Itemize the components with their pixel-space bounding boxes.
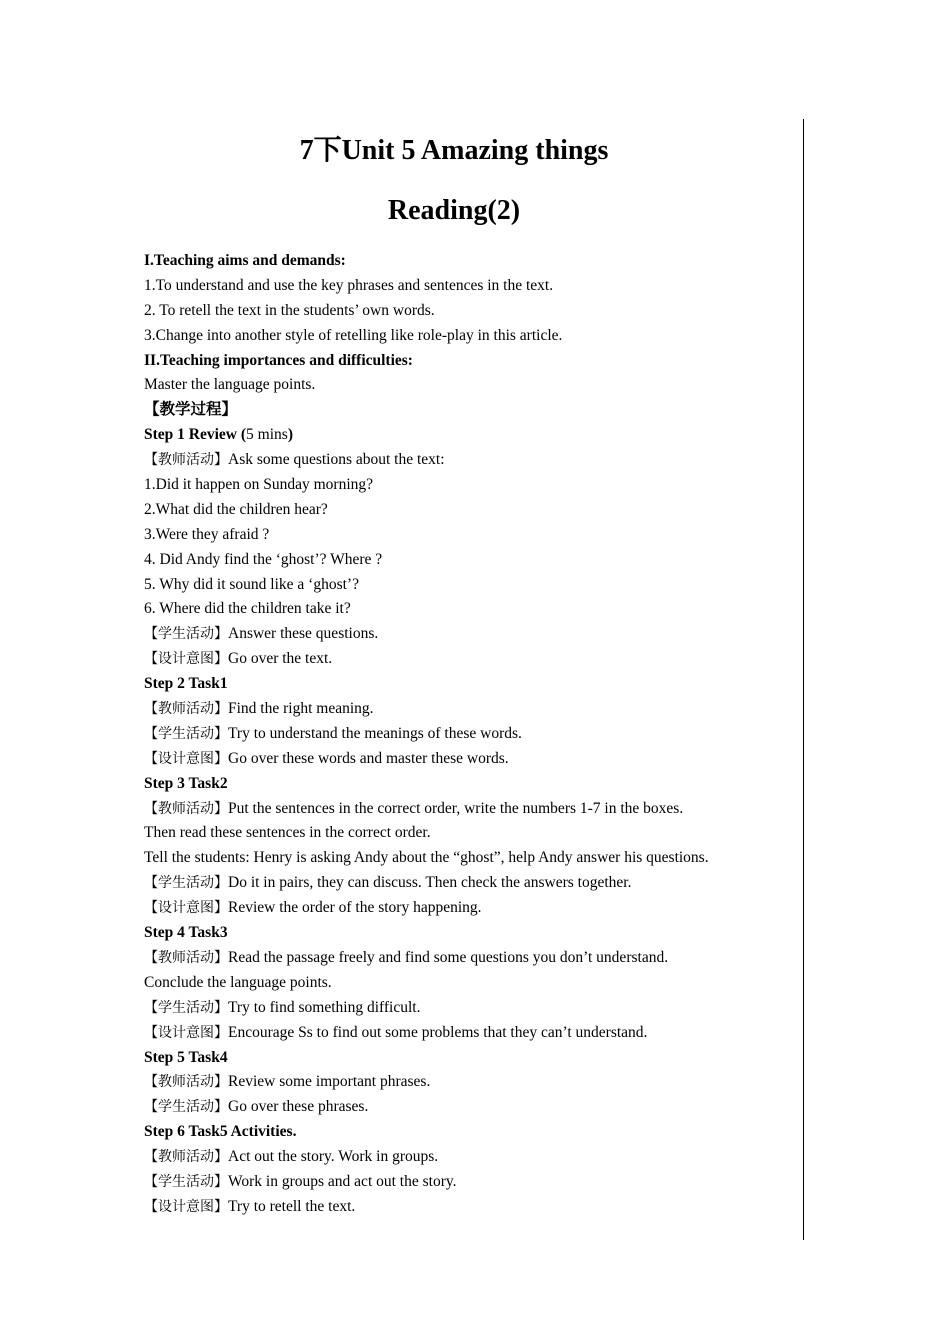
section-label: 【教师活动】	[144, 452, 228, 469]
heading-text: Step 6 Task5 Activities.	[144, 1123, 297, 1141]
text-line	[144, 349, 784, 374]
heading-text: I.Teaching aims and demands:	[144, 252, 346, 269]
section-label: 【教师活动】	[144, 800, 228, 817]
text-line	[144, 672, 784, 697]
text-line	[144, 647, 784, 672]
heading-text: )	[287, 426, 293, 444]
text-line	[144, 846, 784, 871]
line-text: 1.Did it happen on Sunday morning?	[144, 476, 374, 494]
margin-rule	[803, 119, 804, 1240]
text-line	[144, 448, 784, 473]
line-text: Work in groups and act out the story.	[228, 1172, 457, 1190]
text-line	[144, 946, 784, 971]
line-text: Encourage Ss to find out some problems that they can’t understand.	[228, 1023, 648, 1041]
section-label: 【学生活动】	[144, 999, 228, 1016]
line-text: Then read these sentences in the correct order.	[144, 824, 431, 842]
line-text: Put the sentences in the correct order, write the numbers 1-7 in the boxes.	[228, 799, 684, 817]
text-line	[144, 971, 784, 996]
text-line	[144, 423, 784, 448]
heading-text: Step 5 Task4	[144, 1048, 228, 1066]
line-text: Master the language points.	[144, 376, 316, 394]
text-line	[144, 597, 784, 622]
text-line	[144, 1070, 784, 1095]
text-line	[144, 274, 784, 299]
page-title: 7下Unit 5 Amazing things	[299, 135, 609, 166]
line-text: Go over the text.	[228, 650, 333, 668]
text-line	[144, 1120, 784, 1145]
text-line	[144, 896, 784, 921]
page-subtitle: Reading(2)	[387, 195, 521, 226]
text-line	[144, 797, 784, 822]
line-text: 3.Were they afraid ?	[144, 525, 270, 543]
section-label: 【学生活动】	[144, 725, 228, 742]
line-text: Tell the students: Henry is asking Andy about the “ghost”, help Andy answer his questions.	[144, 849, 709, 867]
text-line	[144, 747, 784, 772]
text-line	[144, 1095, 784, 1120]
text-line	[144, 697, 784, 722]
text-line	[144, 523, 784, 548]
line-text: Try to understand the meanings of these words.	[228, 724, 522, 742]
text-line	[144, 921, 784, 946]
heading-text: Step 2 Task1	[144, 675, 228, 693]
line-text: 1.To understand and use the key phrases and sentences in the text.	[144, 276, 554, 294]
section-label: 【设计意图】	[144, 1198, 228, 1215]
line-text: Go over these words and master these words.	[228, 749, 509, 767]
section-label: 【设计意图】	[144, 1024, 228, 1041]
text-line	[144, 299, 784, 324]
text-line	[144, 373, 784, 398]
line-text: Review some important phrases.	[228, 1073, 431, 1091]
section-label: 【学生活动】	[144, 1099, 228, 1116]
heading-text: II.Teaching importances and difficulties:	[144, 351, 413, 369]
lesson-plan-body	[144, 249, 784, 1220]
text-line	[144, 1021, 784, 1046]
line-text: Try to find something difficult.	[228, 998, 421, 1016]
text-line	[144, 1170, 784, 1195]
text-line	[144, 473, 784, 498]
text-line	[144, 573, 784, 598]
line-text: Conclude the language points.	[144, 973, 332, 991]
line-text: 2. To retell the text in the students’ own words.	[144, 301, 435, 319]
section-label: 【学生活动】	[144, 1173, 228, 1190]
line-text: 4. Did Andy find the ‘ghost’? Where ?	[144, 550, 383, 568]
text-line	[144, 398, 784, 423]
line-text: Review the order of the story happening.	[228, 899, 482, 917]
line-text: Read the passage freely and find some questions you don’t understand.	[228, 948, 669, 966]
section-label: 【设计意图】	[144, 900, 228, 917]
line-text: Answer these questions.	[228, 625, 379, 643]
heading-text: 【教学过程】	[144, 401, 238, 419]
line-text: 5 mins	[246, 426, 288, 444]
line-text: 2.What did the children hear?	[144, 500, 328, 518]
line-text: 3.Change into another style of retelling like role-play in this article.	[144, 326, 563, 344]
section-label: 【教师活动】	[144, 701, 228, 718]
text-line	[144, 249, 784, 274]
line-text: Try to retell the text.	[228, 1197, 356, 1215]
text-line	[144, 1046, 784, 1071]
line-text: 5. Why did it sound like a ‘ghost’?	[144, 575, 359, 593]
text-line	[144, 1195, 784, 1220]
heading-text: Step 1 Review (	[144, 426, 247, 444]
text-line	[144, 622, 784, 647]
section-label: 【教师活动】	[144, 949, 228, 966]
line-text: Go over these phrases.	[228, 1098, 369, 1116]
text-line	[144, 548, 784, 573]
text-line	[144, 821, 784, 846]
line-text: Ask some questions about the text:	[228, 451, 445, 469]
line-text: Do it in pairs, they can discuss. Then check the answers together.	[228, 874, 632, 892]
line-text: Act out the story. Work in groups.	[228, 1148, 439, 1166]
text-line	[144, 498, 784, 523]
text-line	[144, 324, 784, 349]
text-line	[144, 1145, 784, 1170]
section-label: 【学生活动】	[144, 626, 228, 643]
line-text: Find the right meaning.	[228, 700, 374, 718]
text-line	[144, 722, 784, 747]
heading-text: Step 4 Task3	[144, 924, 228, 942]
section-label: 【设计意图】	[144, 750, 228, 767]
text-line	[144, 772, 784, 797]
section-label: 【教师活动】	[144, 1149, 228, 1166]
section-label: 【学生活动】	[144, 875, 228, 892]
section-label: 【教师活动】	[144, 1074, 228, 1091]
section-label: 【设计意图】	[144, 651, 228, 668]
text-line	[144, 996, 784, 1021]
line-text: 6. Where did the children take it?	[144, 600, 351, 618]
heading-text: Step 3 Task2	[144, 774, 228, 792]
text-line	[144, 871, 784, 896]
